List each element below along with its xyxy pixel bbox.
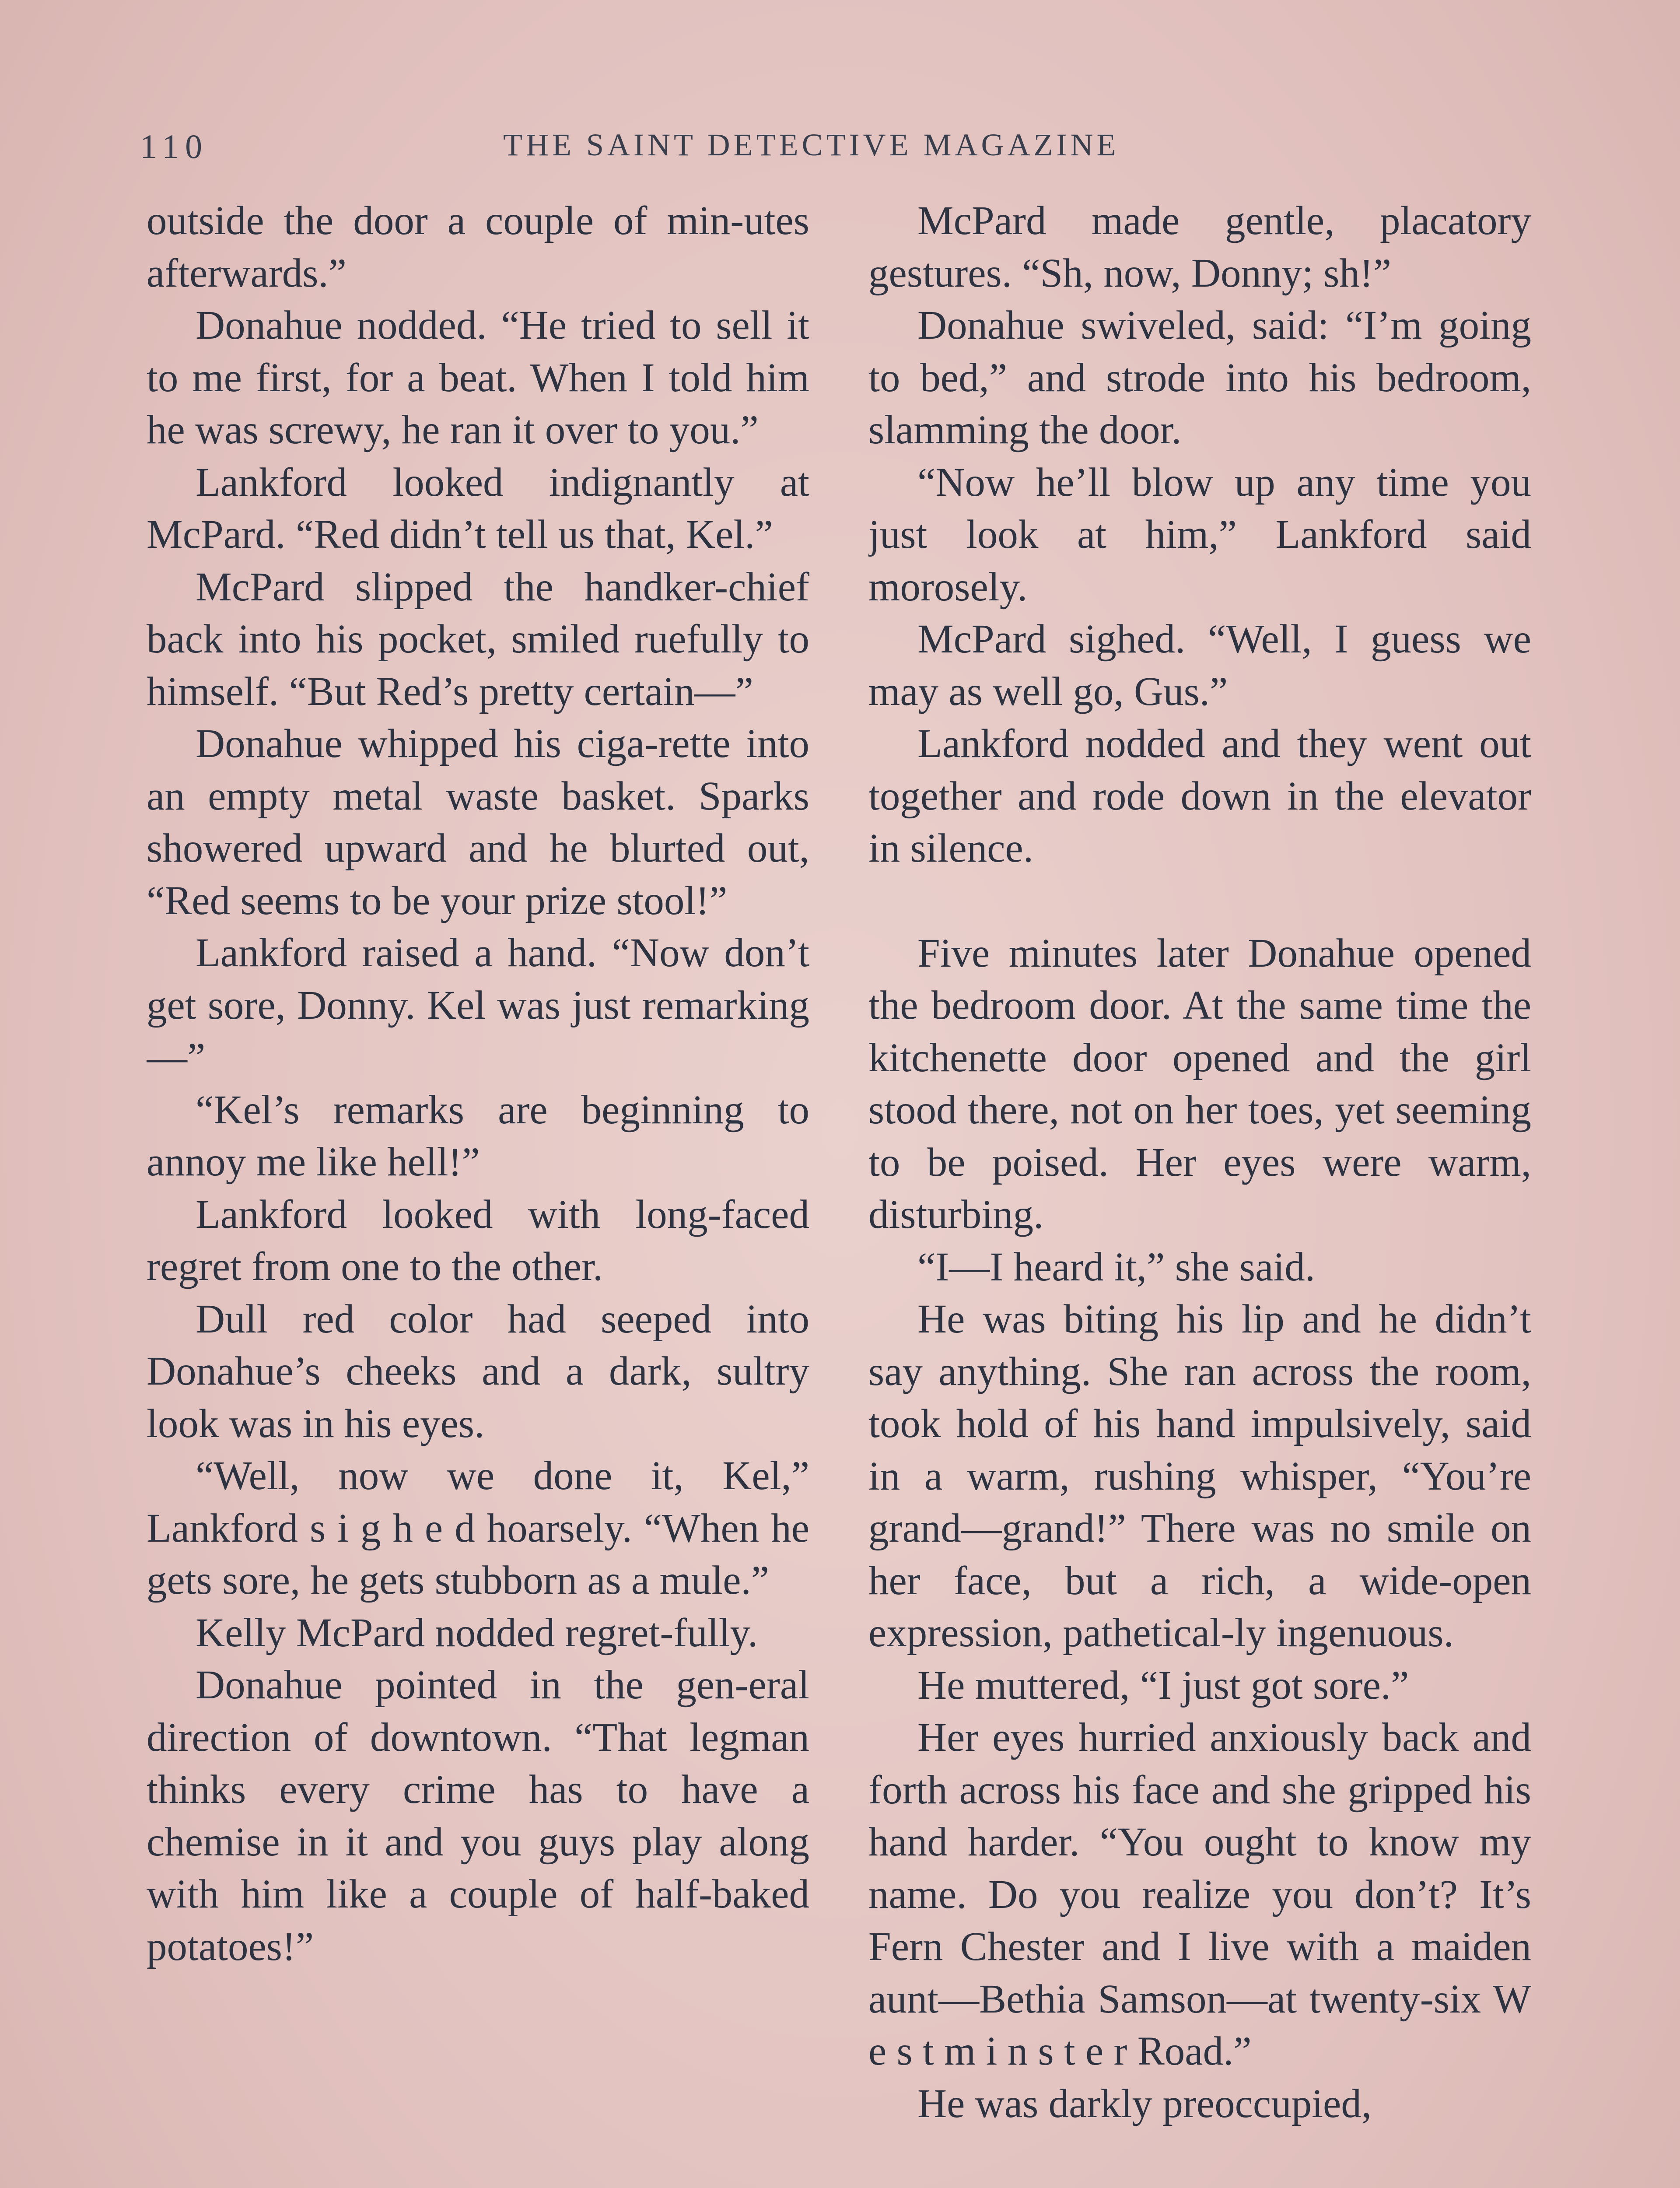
paragraph: He was biting his lip and he didn’t say anything. She ran across the room, took hold of his hand impulsively, said in a warm, rushing whisper, “You’re grand—grand!” There was no smile on her face, but a rich, a wide-open expression, pathetical-ly ingenuous. <box>868 1297 1531 1655</box>
paragraph: “Well, now we done it, Kel,” Lankford s i g h e d hoarsely. “When he gets sore, he gets stubborn as a mule.” <box>147 1453 809 1603</box>
paragraph: Lankford nodded and they went out together and rode down in the elevator in silence. <box>868 721 1531 871</box>
paragraph: Donahue swiveled, said: “I’m going to bed,” and strode into his bedroom, slamming the door. <box>868 303 1531 452</box>
paragraph: Kelly McPard nodded regret-fully. <box>196 1610 758 1655</box>
paragraph: Lankford raised a hand. “Now don’t get sore, Donny. Kel was just remarking—” <box>147 930 809 1080</box>
paragraph: Dull red color had seeped into Donahue’s cheeks and a dark, sultry look was in his eyes. <box>147 1296 809 1446</box>
paragraph: Lankford looked with long-faced regret from one to the other. <box>147 1192 809 1289</box>
paragraph: “I—I heard it,” she said. <box>917 1244 1315 1290</box>
paragraph: Five minutes later Donahue opened the bedroom door. At the same time the kitchenette door opened and the girl stood there, not on her toes, yet seeming to be poised. Her eyes were warm, disturbing. <box>868 930 1531 1237</box>
text-column-right <box>868 195 1531 2188</box>
paragraph: Donahue whipped his ciga-rette into an empty metal waste basket. Sparks showered upward and he blurted out, “Red seems to be your prize stool!” <box>147 721 809 923</box>
page-number: 110 <box>140 127 209 165</box>
paragraph: “Kel’s remarks are beginning to annoy me like hell!” <box>147 1087 809 1185</box>
paragraph: Her eyes hurried anxiously back and forth across his face and she gripped his hand harder. “You ought to know my name. Do you realize you don’t? It’s Fern Chester and I live with a maiden aunt—Bethia Samson—at twenty-six W e s t m i n s t e r Road.” <box>868 1715 1531 2074</box>
paragraph: outside the door a couple of min-utes afterwards.” <box>147 198 809 296</box>
paragraph: Donahue pointed in the gen-eral direction of downtown. “That legman thinks every crime has to have a chemise in it and you guys play along with him like a couple of half-baked potatoes!” <box>147 1662 809 1969</box>
text-column-left <box>147 195 809 2188</box>
paragraph: He muttered, “I just got sore.” <box>917 1662 1409 1708</box>
paragraph: Lankford looked indignantly at McPard. “Red didn’t tell us that, Kel.” <box>147 459 809 557</box>
paragraph: McPard made gentle, placatory gestures. “Sh, now, Donny; sh!” <box>868 198 1531 296</box>
paragraph: He was darkly preoccupied, <box>917 2081 1372 2126</box>
paragraph: “Now he’ll blow up any time you just look at him,” Lankford said morosely. <box>868 459 1531 610</box>
paragraph: McPard slipped the handker-chief back into his pocket, smiled ruefully to himself. “But Red’s pretty certain—” <box>147 564 809 714</box>
magazine-title: THE SAINT DETECTIVE MAGAZINE <box>503 127 1120 162</box>
running-header <box>140 127 1540 179</box>
paragraph: McPard sighed. “Well, I guess we may as well go, Gus.” <box>868 617 1531 714</box>
paragraph: Donahue nodded. “He tried to sell it to me first, for a beat. When I told him he was screwy, he ran it over to you.” <box>147 303 809 452</box>
